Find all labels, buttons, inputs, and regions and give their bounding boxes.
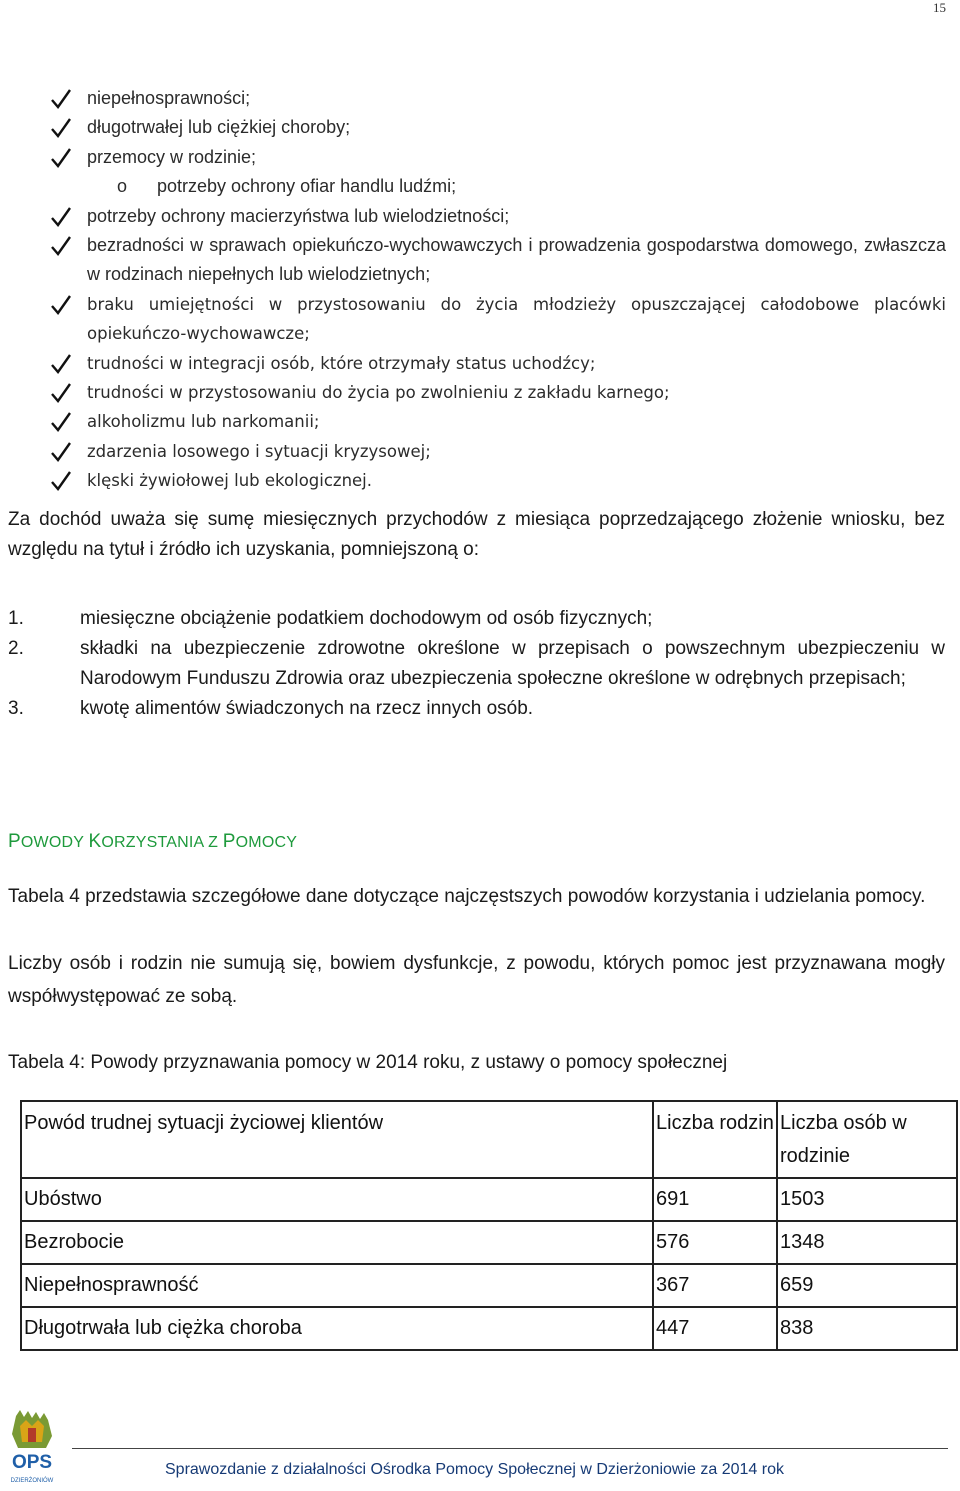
list-item	[50, 202, 946, 231]
table-row	[21, 1307, 957, 1350]
intro-paragraph-2: Liczby osób i rodzin nie sumują się, bowiem dysfunkcje, z powodu, których pomoc jest przyznawana mogły współwystępować ze sobą.	[8, 953, 945, 1007]
list-sub-item	[50, 172, 946, 201]
list-item-text: długotrwałej lub ciężkiej choroby;	[87, 117, 351, 138]
list-item-text: niepełnosprawności;	[87, 88, 251, 108]
list-item-text: braku umiejętności w przystosowaniu do życia młodzieży opuszczającej całodobowe placówki opiekuńczo-wychowawcze;	[87, 294, 946, 344]
reasons-table	[20, 1100, 958, 1351]
list-item-text: alkoholizmu lub narkomanii;	[87, 412, 320, 432]
list-number: 1.	[8, 608, 24, 629]
list-item	[50, 466, 946, 495]
table-row	[21, 1264, 957, 1307]
table-cell: 367	[653, 1264, 777, 1307]
table-row	[21, 1221, 957, 1264]
list-item-text: miesięczne obciążenie podatkiem dochodowym od osób fizycznych;	[80, 608, 653, 629]
list-item	[50, 407, 946, 436]
section-heading: POWODY KORZYSTANIA Z POMOCY	[8, 831, 298, 853]
list-item	[50, 290, 946, 349]
table-cell: 447	[653, 1307, 777, 1350]
list-item-text: kwotę alimentów świadczonych na rzecz innych osób.	[80, 698, 534, 719]
checkmark-icon	[50, 407, 72, 436]
table-header-cell: Powód trudnej sytuacji życiowej klientów	[21, 1101, 653, 1178]
intro-paragraph-1: Tabela 4 przedstawia szczegółowe dane dotyczące najczęstszych powodów korzystania i udzielania pomocy.	[8, 886, 926, 907]
list-item	[50, 349, 946, 378]
list-item	[8, 694, 945, 724]
list-item-text: klęski żywiołowej lub ekologicznej.	[87, 471, 373, 491]
list-item	[8, 634, 945, 694]
checkmark-icon	[50, 113, 72, 142]
checkmark-icon	[50, 378, 72, 407]
table-cell: Niepełnosprawność	[21, 1264, 653, 1307]
list-item-text: potrzeby ochrony ofiar handlu ludźmi;	[157, 176, 457, 197]
table-cell: 838	[777, 1307, 957, 1350]
sub-bullet: o	[117, 176, 128, 197]
list-number: 2.	[8, 638, 24, 659]
list-item	[50, 437, 946, 466]
table-cell: Bezrobocie	[21, 1221, 653, 1264]
list-item	[50, 84, 946, 113]
table-caption: Tabela 4: Powody przyznawania pomocy w 2014 roku, z ustawy o pomocy społecznej	[8, 1052, 728, 1073]
table-cell: 1503	[777, 1178, 957, 1221]
list-item	[50, 113, 946, 142]
list-item-text: trudności w integracji osób, które otrzymały status uchodźcy;	[87, 353, 596, 373]
ops-logo	[6, 1408, 58, 1488]
list-item	[8, 604, 945, 634]
table-cell: Długotrwała lub ciężka choroba	[21, 1307, 653, 1350]
list-item	[50, 378, 946, 407]
table-cell: 1348	[777, 1221, 957, 1264]
list-item-text: przemocy w rodzinie;	[87, 146, 257, 167]
svg-text:DZIERŻONIÓW: DZIERŻONIÓW	[10, 1478, 54, 1484]
income-paragraph: Za dochód uważa się sumę miesięcznych przychodów z miesiąca poprzedzającego złożenie wniosku, bez względu na tytuł i źródło ich uzyskania, pomniejszoną o:	[8, 509, 945, 560]
page-number: 15	[933, 0, 946, 15]
list-item	[50, 231, 946, 290]
checkmark-icon	[50, 143, 72, 172]
deductions-list	[8, 604, 945, 724]
table-header-row	[21, 1101, 957, 1178]
list-number: 3.	[8, 698, 24, 719]
checkmark-icon	[50, 231, 72, 260]
dysfunction-checklist	[50, 84, 946, 496]
checkmark-icon	[50, 437, 72, 466]
checkmark-icon	[50, 290, 72, 319]
checkmark-icon	[50, 202, 72, 231]
footer-divider	[72, 1448, 948, 1449]
list-item	[50, 143, 946, 172]
table-header-cell: Liczba rodzin	[653, 1101, 777, 1178]
checkmark-icon	[50, 84, 72, 113]
table-cell: Ubóstwo	[21, 1178, 653, 1221]
list-item-text: składki na ubezpieczenie zdrowotne określone w przepisach o powszechnym ubezpieczeniu w Narodowym Funduszu Zdrowia oraz ubezpieczenia społeczne określone w odrębnych przepisach;	[80, 638, 945, 689]
list-item-text: zdarzenia losowego i sytuacji kryzysowej;	[87, 441, 431, 461]
checkmark-icon	[50, 466, 72, 495]
checkmark-icon	[50, 349, 72, 378]
list-item-text: potrzeby ochrony macierzyństwa lub wielodzietności;	[87, 205, 510, 226]
table-header-cell: Liczba osób w rodzinie	[777, 1101, 957, 1178]
svg-text:OPS: OPS	[11, 1452, 53, 1473]
list-item-text: bezradności w sprawach opiekuńczo-wychowawczych i prowadzenia gospodarstwa domowego, zwłaszcza w rodzinach niepełnych lub wielodzietnych;	[87, 235, 946, 285]
footer-text: Sprawozdanie z działalności Ośrodka Pomocy Społecznej w Dzierżoniowie za 2014 rok	[165, 1461, 784, 1478]
table-cell: 576	[653, 1221, 777, 1264]
table-cell: 691	[653, 1178, 777, 1221]
table-row	[21, 1178, 957, 1221]
table-cell: 659	[777, 1264, 957, 1307]
list-item-text: trudności w przystosowaniu do życia po zwolnieniu z zakładu karnego;	[87, 383, 670, 403]
